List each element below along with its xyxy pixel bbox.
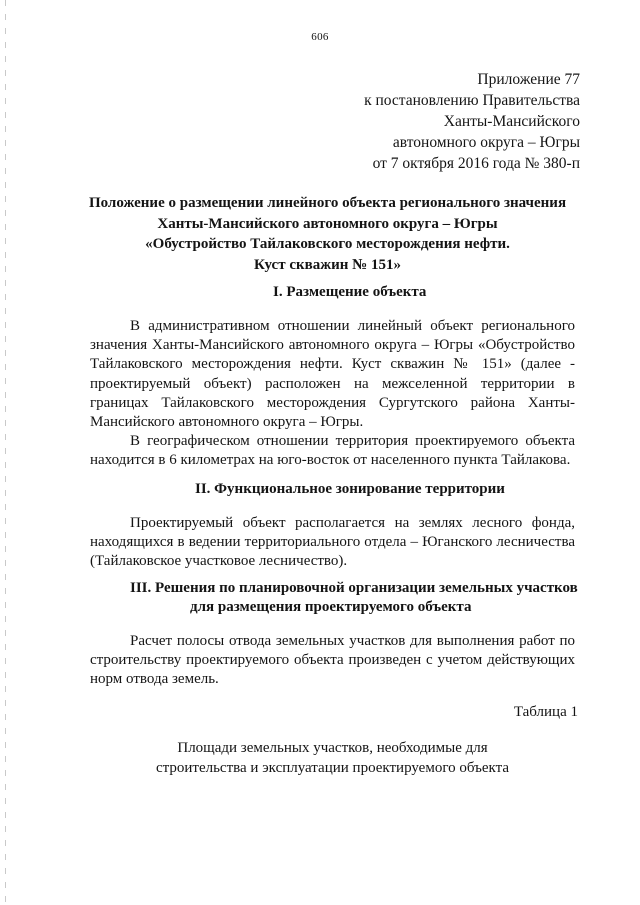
text-line: находящихся в ведении территориального отдела – Юганского лесничества	[90, 534, 575, 551]
text-line: строительству проектируемого объекта произведен с учетом действующих	[90, 652, 575, 669]
text-line: Проектируемый объект располагается на землях лесного фонда,	[130, 515, 575, 531]
text-line: находится в 6 километрах на юго-восток от населенного пункта Тайлакова.	[90, 452, 571, 469]
caption-line: Площади земельных участков, необходимые для	[177, 740, 488, 756]
table-caption	[90, 738, 575, 778]
caption-line: строительства и эксплуатации проектируемого объекта	[155, 760, 510, 776]
section-3-heading-line-2: для размещения проектируемого объекта	[190, 599, 472, 615]
text-line: норм отвода земель.	[90, 671, 219, 688]
table-label: Таблица 1	[513, 704, 578, 720]
appendix-line: от 7 октября 2016 года № 380-п	[372, 155, 580, 172]
section-3-paragraph-1	[90, 632, 575, 690]
text-line: Мансийского автономного округа – Югры.	[90, 414, 364, 431]
text-line: Расчет полосы отвода земельных участков для выполнения работ по	[130, 633, 575, 649]
section-2-paragraph-1	[90, 514, 575, 572]
appendix-line: автономного округа – Югры	[392, 134, 580, 151]
title-line: Положение о размещении линейного объекта регионального значения	[88, 195, 567, 211]
text-line: В географическом отношении территория проектируемого объекта	[130, 433, 575, 449]
section-1-paragraph-1	[90, 317, 575, 432]
title-line: Ханты-Мансийского автономного округа – Югры	[157, 215, 498, 232]
text-line: В административном отношении линейный объект регионального	[130, 318, 575, 334]
page-number: 606	[311, 31, 329, 43]
section-1-heading: I. Размещение объекта	[273, 284, 427, 300]
title-line: «Обустройство Тайлаковского месторождения нефти.	[145, 236, 510, 252]
title-line: Куст скважин № 151»	[254, 256, 401, 273]
text-line: проектируемый объект) расположен на межселенной территории в	[90, 375, 575, 392]
text-line: Тайлаковского месторождения нефти. Куст скважин № 151» (далее -	[90, 356, 575, 373]
section-2-heading: II. Функциональное зонирование территории	[195, 481, 505, 497]
section-1-paragraph-2	[90, 432, 575, 470]
scan-edge-line	[5, 0, 6, 905]
appendix-line: Ханты-Мансийского	[443, 113, 580, 130]
text-line: границах Тайлаковского месторождения Сургутского района Ханты-	[90, 394, 575, 411]
text-line: значения Ханты-Мансийского автономного округа – Югры «Обустройство	[90, 337, 575, 354]
text-line: (Тайлаковское участковое лесничество).	[90, 553, 348, 570]
section-3-heading-line-1: III. Решения по планировочной организации земельных участков	[130, 580, 578, 596]
document-title	[60, 193, 595, 275]
appendix-block	[280, 69, 580, 174]
appendix-line: Приложение 77	[477, 71, 580, 88]
appendix-line: к постановлению Правительства	[364, 92, 580, 109]
